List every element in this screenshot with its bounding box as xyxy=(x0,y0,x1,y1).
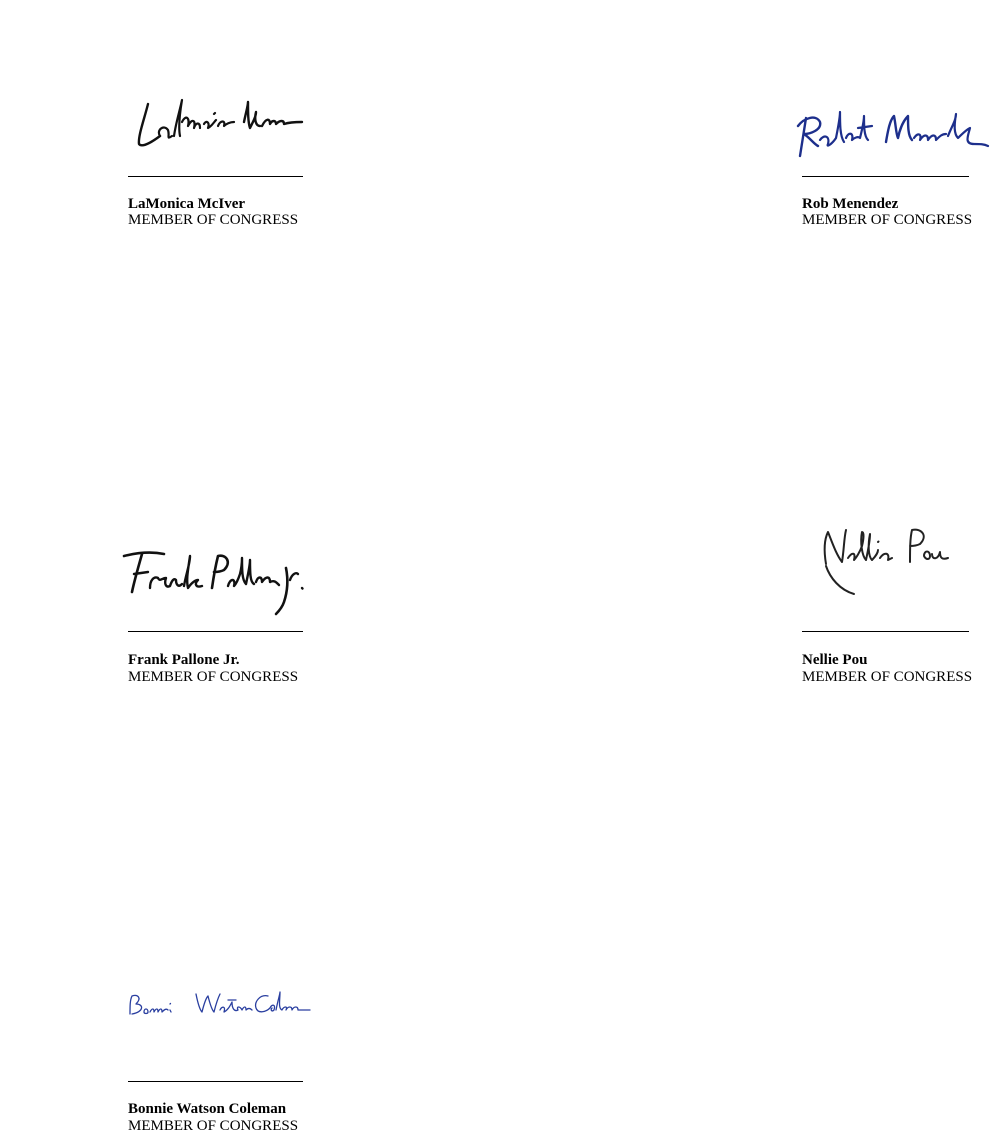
signature-block-pou xyxy=(386,240,973,685)
signatory-title: MEMBER OF CONGRESS xyxy=(802,212,973,228)
signature-line xyxy=(802,631,969,632)
signatory-name: Rob Menendez xyxy=(802,196,899,212)
signatory-title: MEMBER OF CONGRESS xyxy=(128,212,299,228)
signatory-name: Frank Pallone Jr. xyxy=(128,652,240,668)
signatory-title: MEMBER OF CONGRESS xyxy=(802,669,973,685)
signature-watson-coleman xyxy=(122,986,312,1022)
signature-line xyxy=(802,176,969,177)
signatory-name: Nellie Pou xyxy=(802,652,868,668)
signatory-title: MEMBER OF CONGRESS xyxy=(128,1118,299,1134)
signature-line xyxy=(128,1081,303,1082)
signature-pou xyxy=(814,522,954,598)
signature-block-menendez xyxy=(386,0,973,240)
signature-block-watson-coleman xyxy=(0,460,386,1134)
signature-block-pallone xyxy=(0,240,386,685)
signature-block-mciver xyxy=(0,0,386,240)
signature-mciver xyxy=(130,92,310,154)
signature-menendez xyxy=(790,104,990,164)
signatory-title: MEMBER OF CONGRESS xyxy=(128,669,299,685)
signatory-name: Bonnie Watson Coleman xyxy=(128,1101,287,1117)
signatory-name: LaMonica McIver xyxy=(128,196,246,212)
signature-line xyxy=(128,176,303,177)
